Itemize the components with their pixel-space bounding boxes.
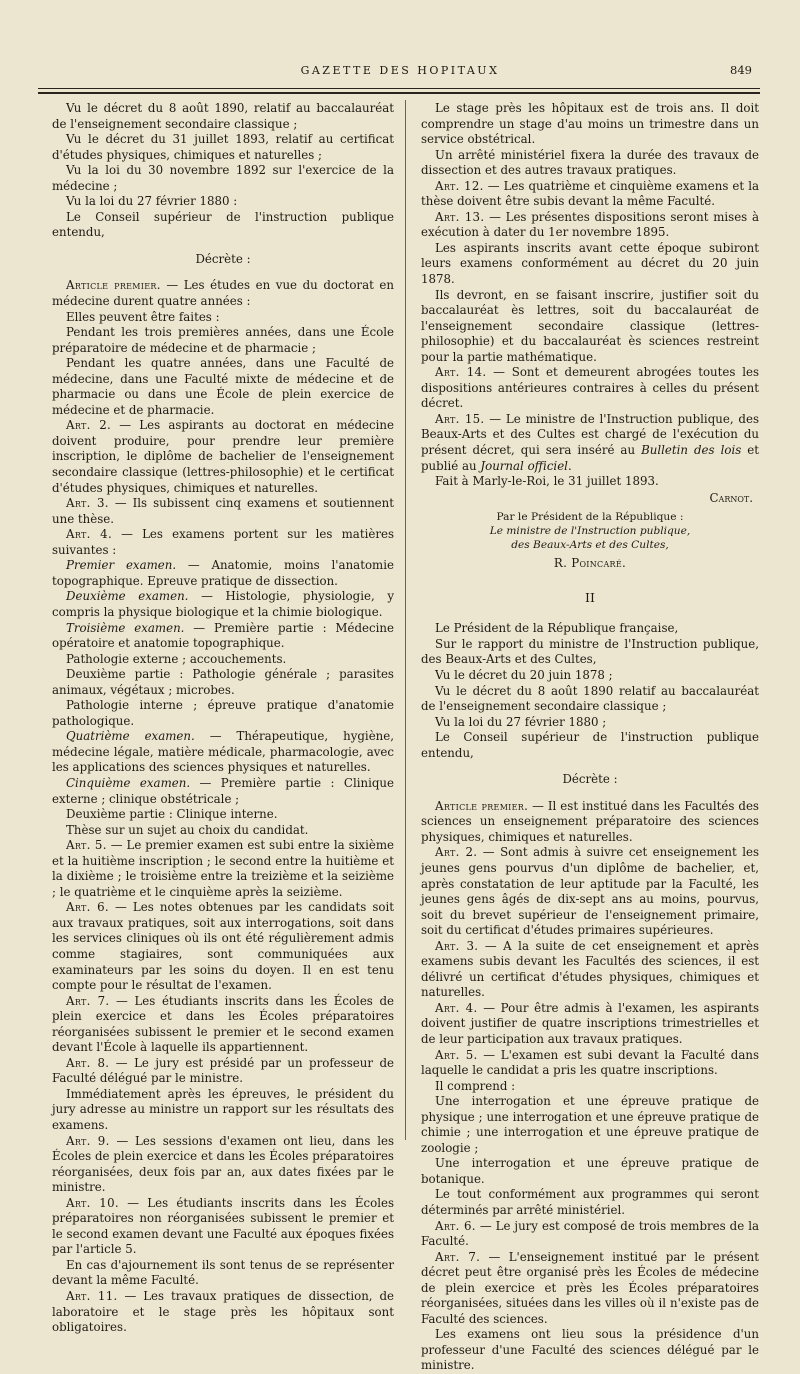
article-paragraph xyxy=(421,210,759,241)
article-text: — Les études en vue du doctorat en médecine durent quatre années : xyxy=(52,278,395,309)
paragraph: Le Conseil supérieur de l'instruction publique entendu, xyxy=(52,209,394,240)
article-text: — Les notes obtenues par les candidats soit aux travaux pratiques, soit aux interrogations, soit dans les services cliniques où ils ont été régulièrement admis comme stagiaires, sont communiquées aux examinateurs par les soins du doyen. Il en est tenu compte pour le résultat de l'examen. xyxy=(52,900,394,993)
paragraph: Une interrogation et une épreuve pratique de physique ; une interrogation et une épreuve pratique de chimie ; une interrogation et une épreuve pratique de zoologie ; xyxy=(421,1094,759,1155)
article-text: . xyxy=(567,458,572,473)
article-paragraph xyxy=(421,1048,759,1079)
signature-carnot: Carnot. xyxy=(709,490,753,505)
signature-poincare: R. Poincaré. xyxy=(553,556,627,571)
article-label: Article premier. xyxy=(66,278,161,293)
article-text: — Les travaux pratiques de dissection, de laboratoire et le stage près les hôpitaux sont obligatoires. xyxy=(52,1289,395,1335)
article-label: Art. 6. xyxy=(435,1218,476,1233)
paragraph: Vu la loi du 27 février 1880 ; xyxy=(435,714,607,729)
paragraph: Deuxième partie : Clinique interne. xyxy=(66,807,278,822)
column-divider xyxy=(405,100,406,1140)
article-label: Art. 15. xyxy=(435,411,485,426)
article-label: Article premier. xyxy=(435,798,529,813)
article-text: — Sont et demeurent abrogées toutes les dispositions antérieures contraires à celles du présent décret. xyxy=(421,365,759,411)
minister-title-text: des Beaux-Arts et des Cultes, xyxy=(511,539,669,552)
article-text: — Le ministre de l'Instruction publique, des Beaux-Arts et des Cultes est chargé de l'exécution du présent décret, qui sera inséré au xyxy=(421,411,759,458)
paragraph: Elles peuvent être faites : xyxy=(66,309,220,324)
publication-title: GAZETTE DES HOPITAUX xyxy=(300,64,500,77)
exam-label: Deuxième examen. xyxy=(66,589,189,604)
paragraph: Pathologie externe ; accouchements. xyxy=(66,651,287,666)
paragraph: Les examens ont lieu sous la présidence d'un professeur d'une Faculté des sciences délégué par le ministre. xyxy=(421,1327,759,1373)
decrete-heading: Décrète : xyxy=(195,251,251,266)
article-label: Art. 13. xyxy=(435,209,485,224)
article-text: — Les étudiants inscrits dans les Écoles de plein exercice et dans les Écoles préparatoires réorganisées subissent le premier et le second examen devant l'École à laquelle ils appartiennent. xyxy=(52,993,394,1055)
article-label: Art. 10. xyxy=(66,1195,119,1210)
article-label: Art. 5. xyxy=(66,838,107,853)
exam-text: — Thérapeutique, hygiène, médecine légale, matière médicale, pharmacologie, avec les applications des sciences physiques et naturelles. xyxy=(52,729,394,775)
article-text: — Les présentes dispositions seront mises à exécution à dater du 1er novembre 1895. xyxy=(421,209,759,240)
exam-label: Cinquième examen. xyxy=(66,775,191,790)
article-text: — L'enseignement institué par le présent décret peut être organisé près les Écoles de médecine de plein exercice et près les Écoles préparatoires réorganisées, situées dans les villes où il n'existe pas de Faculté des sciences. xyxy=(421,1249,759,1326)
paragraph: Il comprend : xyxy=(435,1078,516,1093)
exam-text: — Première partie : Clinique externe ; clinique obstétricale ; xyxy=(52,775,394,806)
article-paragraph xyxy=(52,527,394,558)
paragraph: Deuxième partie : Pathologie générale ; parasites animaux, végétaux ; microbes. xyxy=(52,667,394,697)
paragraph: Le tout conformément aux programmes qui seront déterminés par arrêté ministériel. xyxy=(421,1187,759,1217)
article-label: Art. 3. xyxy=(66,496,109,511)
paragraph: Le Président de la République française, xyxy=(435,621,679,636)
article-paragraph xyxy=(421,412,759,474)
exam-paragraph xyxy=(52,621,394,652)
paragraph: Vu le décret du 20 juin 1878 ; xyxy=(435,667,613,682)
article-text: et publié au xyxy=(421,443,759,473)
article-paragraph xyxy=(52,1056,394,1087)
article-label: Art. 11. xyxy=(66,1289,118,1304)
countersign-intro: Par le Président de la République : xyxy=(496,511,684,524)
article-paragraph xyxy=(52,418,394,496)
article-text: — A la suite de cet enseignement et après examens subis devant les Facultés des sciences, il est délivré un certificat d'études physiques, chimiques et naturelles. xyxy=(421,938,760,1000)
article-paragraph xyxy=(52,1196,394,1258)
article-paragraph xyxy=(421,1219,759,1250)
article-paragraph xyxy=(52,900,394,993)
exam-text: — Première partie : Médecine opératoire et anatomie topographique. xyxy=(52,620,394,651)
article-paragraph xyxy=(421,939,759,1001)
article-paragraph xyxy=(421,1001,759,1048)
date-line: Fait à Marly-le-Roi, le 31 juillet 1893. xyxy=(435,474,659,489)
article-paragraph xyxy=(421,799,759,846)
article-text: — Ils subissent cinq examens et soutiennent une thèse. xyxy=(52,496,394,526)
article-label: Art. 14. xyxy=(435,365,487,380)
article-label: Art. 7. xyxy=(435,1249,481,1264)
paragraph: Le Conseil supérieur de l'instruction publique entendu, xyxy=(421,730,759,760)
header-rule-thick xyxy=(38,92,760,94)
exam-label: Quatrième examen. xyxy=(66,729,195,744)
article-text: — Sont admis à suivre cet enseignement les jeunes gens pourvus d'un diplôme de bachelier, et, après constatation de leur aptitude par la Faculté, les jeunes gens âgés de dix-sept ans au moins, pourvus, soit du brevet supérieur de l'enseignement primaire, soit du certificat d'études primaires supérieures. xyxy=(421,845,759,938)
paragraph: Vu la loi du 30 novembre 1892 sur l'exercice de la médecine ; xyxy=(52,163,394,193)
article-paragraph xyxy=(421,365,759,412)
article-label: Art. 7. xyxy=(66,993,110,1008)
paragraph: Les aspirants inscrits avant cette époque subiront leurs examens conformément au décret du 20 juin 1878. xyxy=(421,240,759,287)
decrete-heading: Décrète : xyxy=(562,772,618,787)
article-text: — Les examens portent sur les matières suivantes : xyxy=(52,527,395,557)
article-label: Art. 3. xyxy=(435,938,479,953)
paragraph: Immédiatement après les épreuves, le président du jury adresse au ministre un rapport sur les résultats des examens. xyxy=(52,1086,394,1132)
article-text: — Pour être admis à l'examen, les aspirants doivent justifier de quatre inscriptions trimestrielles et de leur participation aux travaux pratiques. xyxy=(421,1000,759,1046)
section-number: II xyxy=(585,589,595,605)
article-paragraph xyxy=(52,496,394,527)
paragraph: Vu la loi du 27 février 1880 : xyxy=(66,194,238,209)
article-paragraph xyxy=(421,179,759,210)
left-column xyxy=(52,101,394,1336)
paragraph: Ils devront, en se faisant inscrire, justifier soit du baccalauréat ès lettres, soit du baccalauréat de l'enseignement secondaire classique (lettres-philosophie) et du baccalauréat ès sciences restreint pour la partie mathématique. xyxy=(421,287,759,364)
minister-title-1 xyxy=(421,524,759,538)
paragraph: Pathologie interne ; épreuve pratique d'anatomie pathologique. xyxy=(52,698,394,728)
journal-title: Journal officiel xyxy=(480,458,568,473)
article-label: Art. 4. xyxy=(66,527,112,542)
exam-paragraph xyxy=(52,558,394,589)
article-label: Art. 8. xyxy=(66,1055,110,1070)
paragraph: Vu le décret du 31 juillet 1893, relatif au certificat d'études physiques, chimiques et naturelles ; xyxy=(52,132,394,162)
paragraph: Vu le décret du 8 août 1890 relatif au baccalauréat de l'enseignement secondaire classique ; xyxy=(421,683,759,714)
article-text: — Le jury est présidé par un professeur de Faculté délégué par le ministre. xyxy=(52,1055,395,1086)
paragraph: Pendant les trois premières années, dans une École préparatoire de médecine et de pharmacie ; xyxy=(52,325,394,355)
article-label: Art. 2. xyxy=(435,845,478,860)
article-text: — Les aspirants au doctorat en médecine doivent produire, pour prendre leur première inscription, le diplôme de bachelier de l'enseignement secondaire classique (lettres-philosophie) et le certificat d'études physiques, chimiques et naturelles. xyxy=(52,418,394,495)
paragraph: Sur le rapport du ministre de l'Instruction publique, des Beaux-Arts et des Cultes, xyxy=(421,636,759,667)
article-paragraph xyxy=(52,278,394,309)
article-paragraph xyxy=(421,845,759,938)
article-text: — Les étudiants inscrits dans les Écoles préparatoires non réorganisées subissent le premier et le second examen devant une Faculté aux époques fixées par l'article 5. xyxy=(52,1195,394,1257)
exam-text: — Anatomie, moins l'anatomie topographique. Epreuve pratique de dissection. xyxy=(52,558,394,588)
page-header xyxy=(40,60,760,84)
right-column xyxy=(421,101,759,1374)
paragraph: Vu le décret du 8 août 1890, relatif au baccalauréat de l'enseignement secondaire classique ; xyxy=(52,101,394,131)
article-paragraph xyxy=(52,1134,394,1196)
minister-title-2 xyxy=(421,538,759,552)
article-text: — Le premier examen est subi entre la sixième et la huitième inscription ; le second entre la huitième et la dixième ; le troisième entre la treizième et la seizième ; le quatrième et le cinquième après la seizième. xyxy=(52,838,395,899)
paragraph: Un arrêté ministériel fixera la durée des travaux de dissection et des autres travaux pratiques. xyxy=(421,147,759,178)
article-label: Art. 5. xyxy=(435,1047,478,1062)
exam-paragraph xyxy=(52,729,394,776)
article-label: Art. 9. xyxy=(66,1133,110,1148)
exam-paragraph xyxy=(52,589,394,620)
paragraph: Thèse sur un sujet au choix du candidat. xyxy=(66,822,309,837)
article-paragraph xyxy=(52,838,394,900)
exam-paragraph xyxy=(52,776,394,807)
paragraph: Une interrogation et une épreuve pratique de botanique. xyxy=(421,1156,759,1186)
paragraph: En cas d'ajournement ils sont tenus de se représenter devant la même Faculté. xyxy=(52,1257,394,1288)
exam-text: — Histologie, physiologie, y compris la physique biologique et la chimie biologique. xyxy=(52,589,394,619)
exam-label: Premier examen. xyxy=(66,558,177,573)
header-rule-thin xyxy=(38,88,760,89)
article-label: Art. 6. xyxy=(66,900,109,915)
article-text: — Les sessions d'examen ont lieu, dans les Écoles de plein exercice et dans les Écoles préparatoires réorganisées, deux fois par an, aux dates fixées par le ministre. xyxy=(52,1133,394,1195)
paragraph: Pendant les quatre années, dans une Faculté de médecine, dans une Faculté mixte de médecine et de pharmacie ou dans une École de plein exercice de médecine et de pharmacie. xyxy=(52,356,394,417)
article-label: Art. 2. xyxy=(66,418,112,433)
minister-title-text: Le ministre de l'Instruction publique, xyxy=(489,525,691,538)
article-text: — L'examen est subi devant la Faculté dans laquelle le candidat a pris les quatre inscriptions. xyxy=(421,1047,760,1078)
exam-label: Troisième examen. xyxy=(66,620,185,635)
paragraph: Le stage près les hôpitaux est de trois ans. Il doit comprendre un stage d'au moins un trimestre dans un service obstétrical. xyxy=(421,101,759,147)
article-text: — Il est institué dans les Facultés des sciences un enseignement préparatoire des sciences physiques, chimiques et naturelles. xyxy=(421,798,759,844)
article-label: Art. 4. xyxy=(435,1000,478,1015)
article-label: Art. 12. xyxy=(435,178,484,193)
article-paragraph xyxy=(421,1250,759,1328)
bulletin-title: Bulletin des lois xyxy=(641,443,742,458)
article-paragraph xyxy=(52,1289,394,1336)
page-number: 849 xyxy=(730,63,752,77)
article-text: — Les quatrième et cinquième examens et la thèse doivent être subis devant la même Faculté. xyxy=(421,178,759,209)
article-text: — Le jury est composé de trois membres de la Faculté. xyxy=(421,1218,760,1249)
article-paragraph xyxy=(52,994,394,1056)
